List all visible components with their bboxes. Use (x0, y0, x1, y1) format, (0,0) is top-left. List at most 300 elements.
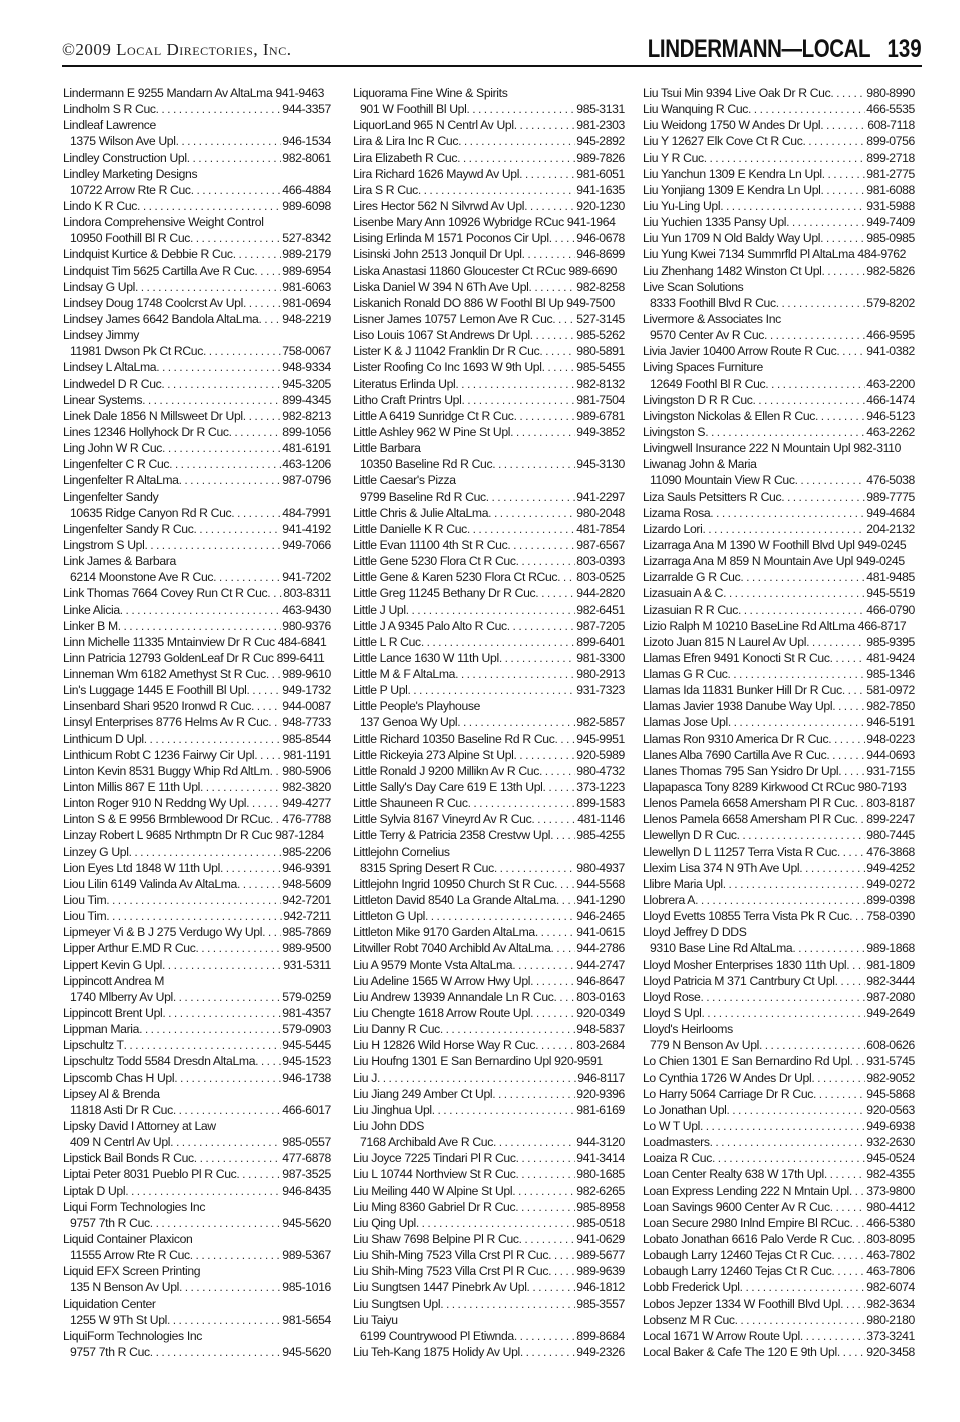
listing-entry (63, 472, 331, 488)
dot-leader (759, 1037, 865, 1053)
listing-entry (353, 1150, 625, 1166)
listing-phone: 946-5191 (866, 715, 915, 730)
listing-entry (643, 1231, 915, 1247)
listing-entry (63, 537, 331, 553)
listing-heading: Liquid EFX Screen Printing (63, 1264, 201, 1279)
listing-phone: 466-0790 (866, 602, 915, 617)
listing-name: Liu Yung Kwei 7134 Summrfld Pl AltaLma (643, 247, 855, 262)
dot-leader (720, 198, 865, 214)
listing-name: Livingston S (643, 424, 706, 439)
listing-phone: 608-7118 (867, 118, 915, 133)
listing-name: Liu Qing Upl (353, 1215, 416, 1230)
listing-entry (643, 376, 915, 392)
listing-entry (353, 182, 625, 198)
listing-name: Llewellyn D L 11257 Terra Vista R Cuc (643, 844, 837, 859)
listing-name: Llenos Pamela 6658 Amersham Pl R Cuc (643, 796, 855, 811)
listing-entry (353, 1086, 625, 1102)
listing-entry (643, 795, 915, 811)
listing-name: 1740 Mlberry Av Upl (70, 989, 173, 1004)
listing-entry (643, 133, 915, 149)
dot-leader (267, 585, 282, 601)
listing-name: Lira & Lira Inc R Cuc (353, 134, 459, 149)
listing-name: Llobrera A (643, 893, 696, 908)
listing-phone: 946-0678 (576, 231, 625, 246)
dot-leader (821, 182, 866, 198)
listing-column-3 (643, 85, 915, 1360)
listing-name: 9757 7th R Cuc (70, 1344, 150, 1359)
dot-leader (461, 392, 575, 408)
dot-leader (831, 1247, 865, 1263)
listing-entry (63, 1279, 331, 1295)
listing-phone: 463-7806 (866, 1264, 915, 1279)
dot-leader (832, 698, 865, 714)
listing-name: Llamas Ron 9310 America Dr R Cuc (643, 731, 829, 746)
listing-entry (63, 602, 331, 618)
listing-heading: Liquid Container Plaxicon (63, 1231, 193, 1246)
listing-entry (63, 1037, 331, 1053)
listing-phone: 941-2297 (576, 489, 625, 504)
listing-name: Lizardo Lori (643, 521, 703, 536)
listing-phone: 981-6088 (866, 182, 915, 197)
listing-entry (643, 246, 915, 262)
dot-leader (493, 1134, 575, 1150)
dot-leader (822, 263, 866, 279)
listing-entry (643, 1102, 915, 1118)
dot-leader (835, 973, 866, 989)
dot-leader (735, 1312, 866, 1328)
listing-entry (63, 569, 331, 585)
dot-leader (554, 731, 575, 747)
dot-leader (701, 1005, 865, 1021)
dot-leader (377, 1070, 576, 1086)
listing-name: 10950 Foothill Bl R Cuc (70, 231, 190, 246)
listing-phone: 945-5620 (282, 1215, 331, 1230)
listing-name: Livia Javier 10400 Arrow Route R Cuc (643, 344, 837, 359)
listing-phone: 948-7733 (282, 715, 331, 730)
listing-heading: Liwanag John & Maria (643, 457, 757, 472)
listing-entry (643, 214, 915, 230)
listing-entry (353, 392, 625, 408)
dot-leader (507, 618, 576, 634)
listing-entry (643, 230, 915, 246)
listing-name: Liu Yanchun 1309 E Kendra Ln Upl (643, 166, 822, 181)
listing-name: Liska Anastasi 11860 Gloucester Ct RCuc (353, 263, 566, 278)
dot-leader (266, 666, 281, 682)
listing-phone: 946-1812 (576, 1280, 625, 1295)
listing-entry (353, 924, 625, 940)
listing-entry (353, 424, 625, 440)
listing-entry (353, 359, 625, 375)
listing-phone: 982-3444 (866, 973, 915, 988)
dot-leader (488, 505, 575, 521)
listing-entry (63, 1070, 331, 1086)
listing-name: Liptak D Upl (63, 1183, 126, 1198)
listing-name: Liskanich Ronald DO 886 W Foothl Bl Up (353, 295, 564, 310)
listing-phone: 944-0693 (866, 747, 915, 762)
listing-entry (63, 408, 331, 424)
listing-name: Liou Tim (63, 909, 107, 924)
listing-phone: 985-8958 (576, 1199, 625, 1214)
dot-leader (811, 1070, 865, 1086)
dot-leader (539, 343, 575, 359)
listing-phone: 945-5620 (282, 1344, 331, 1359)
listing-phone: 985-1016 (282, 1280, 331, 1295)
dot-leader (255, 1053, 281, 1069)
listing-phone: 466-5380 (866, 1215, 915, 1230)
listing-name: Llamas Efren 9491 Konocti St R Cuc (643, 650, 830, 665)
listing-name: Little Shauneen R Cuc (353, 796, 468, 811)
listing-phone: 944-5568 (576, 876, 625, 891)
listing-phone: 579-0259 (282, 989, 331, 1004)
listing-entry (353, 230, 625, 246)
dot-leader (173, 1102, 281, 1118)
dot-leader (432, 1102, 576, 1118)
dot-leader (492, 1086, 575, 1102)
listing-name: Lingenfelter R AltaLma (63, 473, 179, 488)
dot-leader (520, 1344, 575, 1360)
listing-entry (643, 844, 915, 860)
listing-name: Liu Wanquing R Cuc (643, 102, 749, 117)
listing-entry (643, 327, 915, 343)
dot-leader (457, 150, 575, 166)
listing-entry (63, 1102, 331, 1118)
dot-leader (162, 440, 281, 456)
listing-phone: 948-5837 (576, 1022, 625, 1037)
listing-entry (63, 1134, 331, 1150)
listing-entry (63, 747, 331, 763)
listing-name: Liu Yuchien 1335 Pansy Upl (643, 215, 787, 230)
listing-entry (643, 860, 915, 876)
listing-entry (353, 940, 625, 956)
listing-entry (353, 133, 625, 149)
listing-entry (643, 585, 915, 601)
dot-leader (550, 827, 575, 843)
listing-entry (63, 440, 331, 456)
dot-leader (173, 989, 281, 1005)
listing-name: Lizarraga Ana M 859 N Mountain Ave Upl (643, 554, 854, 569)
listing-name: Lloyd S Upl (643, 1006, 702, 1021)
listing-name: Linton Kevin 8531 Buggy Whip Rd AltLm (63, 763, 270, 778)
listing-entry (643, 618, 915, 634)
listing-heading: Lingenfelter Sandy (63, 489, 159, 504)
listing-entry (643, 1134, 915, 1150)
dot-leader (195, 940, 281, 956)
listing-heading: Little Caesar's Pizza (353, 473, 456, 488)
listing-entry (353, 1215, 625, 1231)
dot-leader (820, 117, 866, 133)
dot-leader (514, 1328, 575, 1344)
dot-leader (142, 392, 281, 408)
listing-entry (63, 1312, 331, 1328)
listing-phone: 945-5519 (866, 586, 915, 601)
listing-name: Little L R Cuc (353, 634, 421, 649)
listing-name: Linton Millis 867 E 11th Upl (63, 780, 200, 795)
listing-phone: 980-2048 (576, 505, 625, 520)
dot-leader (542, 359, 576, 375)
listing-name: Lindwedel D R Cuc (63, 376, 162, 391)
listing-entry (353, 1005, 625, 1021)
listing-name: Lizio Ralph M 10210 BaseLine Rd AltLma (643, 618, 855, 633)
listing-entry (63, 1344, 331, 1360)
dot-leader (229, 424, 282, 440)
listing-phone: 985-0518 (576, 1215, 625, 1230)
listing-name: 901 W Foothill Bl Upl (360, 102, 467, 117)
listing-entry (643, 763, 915, 779)
dot-leader (838, 763, 865, 779)
dot-leader (519, 1231, 576, 1247)
listing-phone: 981-2775 (866, 166, 915, 181)
listing-phone: 944-0087 (282, 699, 331, 714)
listing-entry (63, 392, 331, 408)
listing-phone: 949-0245 (856, 554, 905, 569)
listing-name: Lipschultz T (63, 1038, 124, 1053)
listing-name: Lo Jonathan Upl (643, 1102, 727, 1117)
dot-leader (548, 1263, 575, 1279)
listing-phone: 985-1346 (866, 667, 915, 682)
listing-name: Link Thomas 7664 Covey Run Ct R Cuc (63, 586, 268, 601)
listing-phone: 941-1635 (576, 182, 625, 197)
dot-leader (740, 1279, 866, 1295)
listing-name: Lo W T Upl (643, 1119, 701, 1133)
listing-phone: 982-6451 (576, 602, 625, 617)
listing-name: 9757 7th R Cuc (70, 1215, 150, 1230)
listing-name: Lindsay G Upl (63, 279, 135, 294)
dot-leader (220, 860, 281, 876)
listing-name: Lobato Jonathan 6616 Palo Verde R Cuc (643, 1231, 852, 1246)
listing-entry (643, 424, 915, 440)
listing-name: Litho Craft Printrs Upl (353, 392, 462, 407)
listing-name: Littleton David 8540 La Grande AltaLma (353, 893, 556, 908)
listing-phone: 949-6938 (866, 1119, 915, 1133)
listing-phone: 987-7205 (576, 618, 625, 633)
listing-name: Linn Patricia 12793 GoldenLeaf Dr R Cuc (63, 650, 274, 665)
publisher-copyright: ©2009 Local Directories, Inc. (62, 40, 292, 59)
listing-phone: 579-8202 (866, 295, 915, 310)
listing-entry (63, 505, 331, 521)
listing-entry (643, 440, 915, 456)
listing-entry (353, 1199, 625, 1215)
listing-phone: 944-3357 (282, 102, 331, 117)
listing-entry (643, 472, 915, 488)
dot-leader (530, 1005, 575, 1021)
listing-name: Llapapasca Tony 8289 Kirkwood Ct RCuc (643, 780, 855, 795)
listing-phone: 946-8699 (576, 247, 625, 262)
listing-phone: 945-5445 (282, 1038, 331, 1053)
listing-name: Loan Express Lending 222 N Mntain Upl (643, 1183, 849, 1198)
listing-name: Little M & F AltaLma (353, 667, 456, 682)
listing-entry (643, 779, 915, 795)
dot-leader (781, 489, 865, 505)
listing-phone: 982-9052 (866, 1070, 915, 1085)
listing-phone: 981-0694 (282, 295, 331, 310)
listing-name: Liu Danny R Cuc (353, 1022, 440, 1037)
dot-leader (213, 569, 281, 585)
listing-entry (643, 1070, 915, 1086)
listing-phone: 899-4345 (282, 392, 331, 407)
listing-phone: 985-0557 (282, 1135, 331, 1150)
listing-entry (643, 1183, 915, 1199)
dot-leader (820, 230, 865, 246)
listing-entry (353, 973, 625, 989)
dot-leader (776, 295, 866, 311)
listing-name: Lizoto Juan 815 N Laurel Av Upl (643, 634, 807, 649)
listing-entry (353, 811, 625, 827)
listing-entry (353, 1328, 625, 1344)
dot-leader (440, 1296, 575, 1312)
listing-name: Little Gene & Karen 5230 Flora Ct RCuc (353, 570, 558, 585)
listing-name: Liu Jinghua Upl (353, 1102, 432, 1117)
listing-name: Linn Michelle 11335 Mntainview Dr R Cuc (63, 634, 275, 649)
listing-phone: 982-7850 (866, 699, 915, 714)
listing-heading: Lindora Comprehensive Weight Control (63, 215, 264, 230)
listing-phone: 981-4357 (282, 1006, 331, 1021)
listing-name: Linneman Wm 6182 Amethyst St R Cuc (63, 667, 266, 682)
listing-phone: 980-5906 (282, 763, 331, 778)
dot-leader (169, 456, 281, 472)
listing-phone: 941-0629 (576, 1231, 625, 1246)
dot-leader (406, 602, 576, 618)
dot-leader (254, 747, 282, 763)
dot-leader (440, 1021, 575, 1037)
dot-leader (535, 924, 575, 940)
listing-heading: Liu Taiyu (353, 1312, 398, 1327)
listing-entry (63, 650, 331, 666)
dot-leader (852, 1231, 866, 1247)
listing-phone: 803-0525 (576, 570, 625, 585)
listing-name: Llamas Ida 11831 Bunker Hill Dr R Cuc (643, 683, 842, 698)
listing-name: Loan Secure 2980 Inlnd Empire Bl RCuc (643, 1215, 850, 1230)
dot-leader (494, 860, 575, 876)
listing-name: Lizarraga Ana M 1390 W Foothill Blvd Upl (643, 537, 855, 552)
listing-entry (643, 1166, 915, 1182)
listing-phone: 985-7869 (282, 925, 331, 940)
listing-entry (643, 489, 915, 505)
dot-leader (515, 1199, 575, 1215)
listing-name: Liska Daniel W 394 N 6Th Ave Upl (353, 279, 529, 294)
listing-phone: 982-8258 (576, 279, 625, 294)
listing-entry (643, 698, 915, 714)
header-rule (62, 65, 922, 67)
dot-leader (826, 747, 865, 763)
dot-leader (270, 811, 281, 827)
listing-name: Llamas Javier 1938 Danube Way Upl (643, 699, 833, 714)
listing-phone: 758-0390 (866, 909, 915, 924)
dot-leader (813, 1086, 865, 1102)
listing-entry (643, 602, 915, 618)
listing-entry (643, 747, 915, 763)
listing-name: Little Richard 10350 Baseline Rd R Cuc (353, 731, 555, 746)
listing-name: Linton Roger 910 N Reddng Wy Upl (63, 796, 247, 811)
listing-entry (63, 101, 331, 117)
listing-phone: 980-1685 (576, 1167, 625, 1182)
listing-phone: 481-6191 (282, 441, 331, 456)
listing-phone: 987-0796 (282, 473, 331, 488)
dot-leader (233, 246, 282, 262)
listing-entry (353, 1053, 625, 1069)
listing-name: Lira Elizabeth R Cuc (353, 150, 458, 165)
listing-phone: 899-1583 (576, 796, 625, 811)
listing-phone: 980-9376 (282, 618, 331, 633)
listing-name: 1375 Wilson Ave Upl (70, 134, 176, 149)
listing-name: Loan Center Realty 638 W 17th Upl (643, 1167, 824, 1182)
dot-leader (162, 957, 282, 973)
listing-phone: 803-0393 (576, 554, 625, 569)
listing-phone: 948-9334 (282, 360, 331, 375)
listing-name: Liu Jiang 249 Amber Ct Upl (353, 1086, 493, 1101)
listing-entry (643, 1150, 915, 1166)
listing-name: 10350 Baseline Rd R Cuc (360, 457, 493, 472)
listing-entry (353, 1166, 625, 1182)
listing-entry (63, 634, 331, 650)
listing-phone: 982-8213 (282, 408, 331, 423)
listing-heading: Liu John DDS (353, 1119, 424, 1133)
listing-phone: 945-5868 (866, 1086, 915, 1101)
listing-entry (643, 731, 915, 747)
listing-phone: 463-2262 (866, 424, 915, 439)
listing-phone: 920-3458 (866, 1344, 915, 1359)
dot-leader (457, 714, 575, 730)
listing-name: Linker B M (63, 618, 118, 633)
listing-phone: 373-1223 (576, 780, 625, 795)
dot-leader (176, 133, 282, 149)
listing-name: Lister K & J 11042 Franklin Dr R Cuc (353, 344, 540, 359)
dot-leader (193, 521, 281, 537)
listing-name: Little Terry & Patricia 2358 Crestvw Upl (353, 828, 551, 843)
dot-leader (458, 133, 575, 149)
dot-leader (740, 569, 865, 585)
listing-phone: 941-9463 (275, 86, 325, 100)
listing-phone: 981-6169 (576, 1102, 625, 1117)
dot-leader (552, 311, 575, 327)
dot-leader (492, 456, 575, 472)
listing-entry (63, 150, 331, 166)
dot-leader (849, 1183, 865, 1199)
listing-name: Literatus Erlinda Upl (353, 376, 456, 391)
listing-entry (353, 327, 625, 343)
listing-entry (643, 392, 915, 408)
listing-phone: 989-6781 (576, 408, 625, 423)
listing-entry (353, 553, 625, 569)
listing-phone: 948-0223 (866, 731, 915, 746)
listing-heading: Littlejohn Cornelius (353, 844, 450, 859)
listing-entry (643, 1312, 915, 1328)
listing-name: 10722 Arrow Rte R Cuc (70, 182, 191, 197)
listing-entry (353, 795, 625, 811)
listing-name: Lindsey Doug 1748 Coolcrst Av Upl (63, 295, 243, 310)
listing-name: 9310 Base Line Rd AltaLma (650, 941, 793, 956)
listing-name: Little A 6419 Sunridge Ct R Cuc (353, 408, 514, 423)
dot-leader (191, 182, 282, 198)
listing-name: Little Sally's Day Care 619 E 13th Upl (353, 780, 543, 795)
listing-name: Linsyl Enterprises 8776 Helms Av R Cuc (63, 715, 269, 730)
listing-entry (643, 989, 915, 1005)
listing-phone: 466-4884 (282, 182, 331, 197)
listing-phone: 945-1523 (282, 1054, 331, 1069)
listing-name: Lipmeyer Vi & B J 275 Verdugo Wy Upl (63, 925, 263, 940)
listing-entry (643, 811, 915, 827)
listing-phone: 944-2786 (576, 941, 625, 956)
listing-entry (63, 263, 331, 279)
listing-name: Liu Adeline 1565 W Arrow Hwy Upl (353, 973, 531, 988)
dot-leader (554, 876, 575, 892)
listing-phone: 931-5988 (866, 198, 915, 213)
listing-name: Lippman Maria (63, 1022, 140, 1037)
listing-heading: Living Spaces Furniture (643, 360, 763, 375)
listing-phone: 899-2718 (866, 150, 915, 165)
listing-phone: 949-2326 (576, 1344, 625, 1359)
dot-leader (535, 585, 575, 601)
listing-name: Lingstrom S Upl (63, 537, 145, 552)
